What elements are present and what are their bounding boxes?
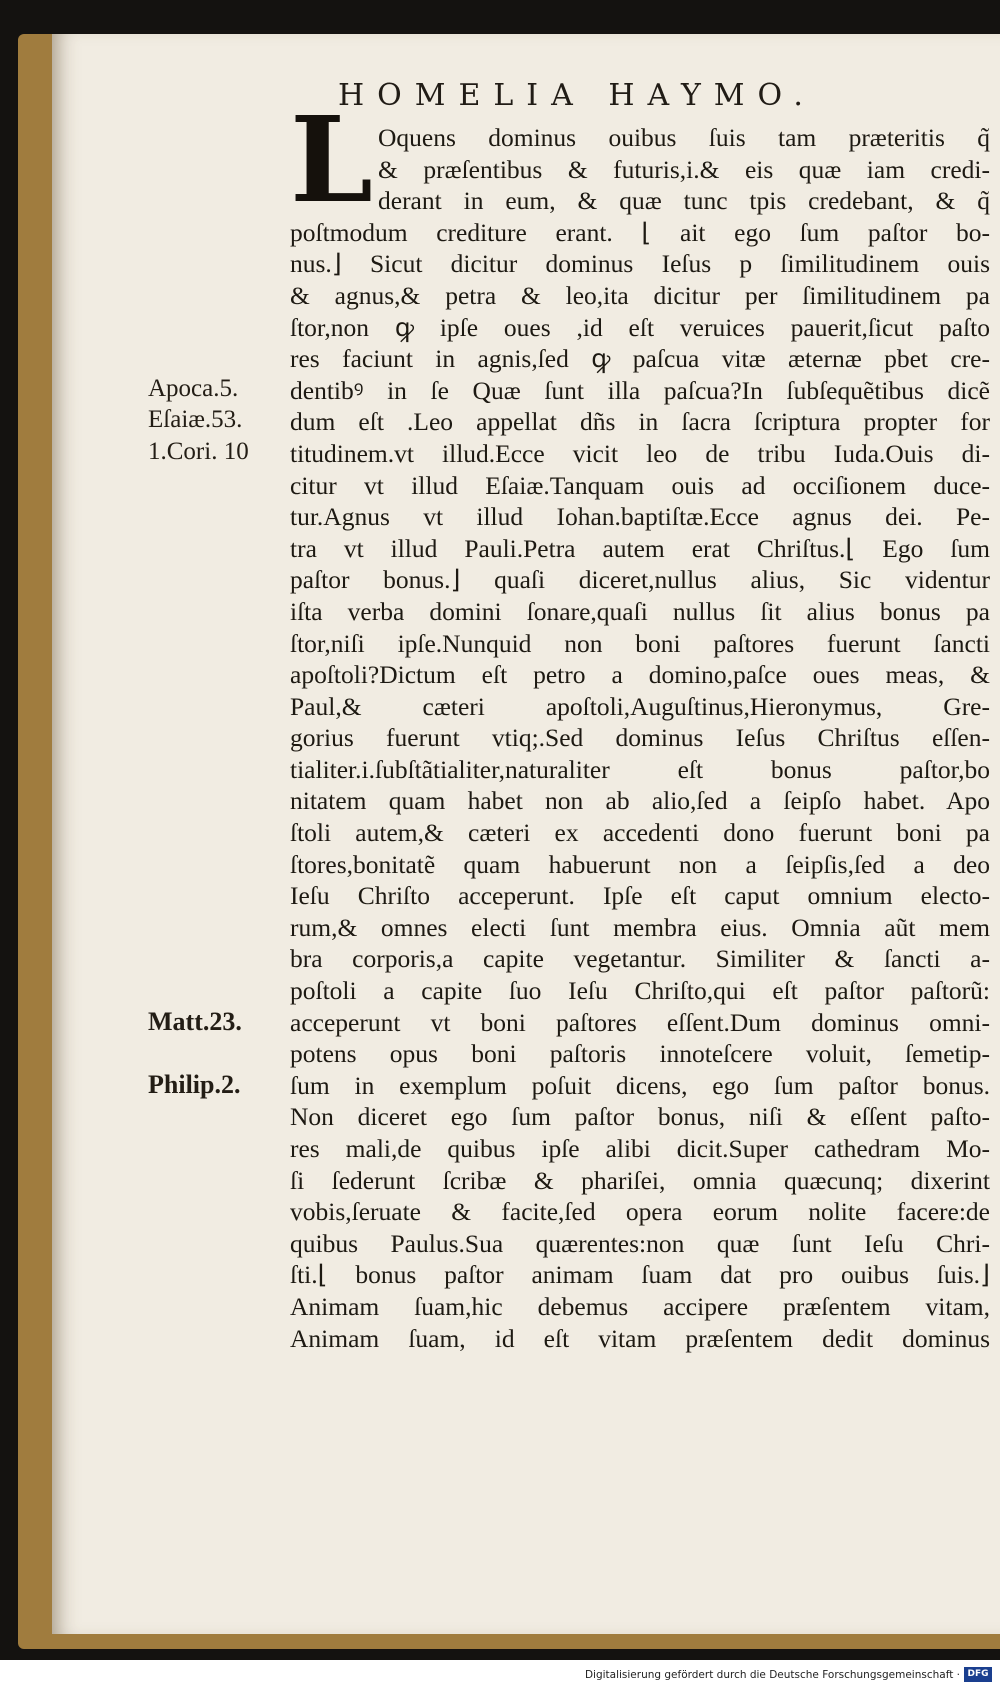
text-line: poſtoli a capite ſuo Ieſu Chriſto,qui eſt paſtor paſtorũ: (290, 976, 990, 1006)
text-line: potens opus boni paſtoris innoteſcere voluit, ſemetip- (290, 1039, 990, 1069)
text-line: tur.Agnus vt illud Iohan.baptiſtæ.Ecce agnus dei. Pe- (290, 502, 990, 532)
text-line: quibus Paulus.Sua quærentes:non quæ ſunt Ieſu Chri- (290, 1228, 990, 1258)
text-line: derant in eum, & quæ tunc tpis credebant, & q̃ (378, 186, 990, 216)
body-text (290, 122, 990, 1354)
text-line: citur vt illud Eſaiæ.Tanquam ouis ad occiſionem duce- (290, 470, 990, 500)
text-line: ſtores,bonitatẽ quam habuerunt non a ſeipſis,ſed a deo (290, 849, 990, 879)
text-line: vobis,ſeruate & facite,ſed opera eorum nolite facere:de (290, 1197, 990, 1227)
text-line: bra corporis,a capite vegetantur. Similiter & ſancti a- (290, 944, 990, 974)
text-line: ſtor,niſi ipſe.Nunquid non boni paſtores fuerunt ſancti (290, 628, 990, 658)
text-line: ſti.⌊ bonus paſtor animam ſuam dat pro ouibus ſuis.⌋ (290, 1260, 990, 1290)
text-line: Paul,& cæteri apoſtoli,Auguſtinus,Hieronymus, Gre- (290, 691, 990, 721)
text-line: res mali,de quibus ipſe alibi dicit.Super cathedram Mo- (290, 1134, 990, 1163)
decorated-initial: L (290, 90, 373, 229)
text-line: acceperunt vt boni paſtores eſſent.Dum dominus omni- (290, 1007, 990, 1037)
text-line: res faciunt in agnis,ſed ꝙ paſcua vitæ æternæ pbet cre- (290, 344, 990, 374)
text-line: ſi ſederunt ſcribæ & phariſei, omnia quæcunq; dixerint (290, 1165, 990, 1195)
text-line: dentibꝰ in ſe Quæ ſunt illa paſcua?In ſubſequẽtibus dicẽ (290, 375, 990, 405)
dfg-logo-icon: DFG (964, 1667, 992, 1682)
text-line: nus.⌋ Sicut dicitur dominus Ieſus p ſimilitudinem ouis (290, 249, 990, 279)
margin-reference: Apoca.5. (148, 374, 239, 402)
running-head: HOMELIA HAYMO. (338, 78, 816, 113)
text-line: Animam ſuam,hic debemus accipere præſentem vitam, (290, 1291, 990, 1321)
margin-reference: Philip.2. (148, 1070, 241, 1099)
margin-reference: Matt.23. (148, 1006, 242, 1036)
text-line: & agnus,& petra & leo,ita dicitur per ſimilitudinem pa (290, 280, 990, 310)
text-line: ſtoli autem,& cæteri ex accedenti dono fuerunt boni pa (290, 818, 990, 848)
text-line: Animam ſuam, id eſt vitam præſentem dedit dominus (290, 1323, 990, 1353)
margin-reference: 1.Cori. 10 (148, 438, 249, 465)
text-line: Non diceret ego ſum paſtor bonus, niſi & eſſent paſto- (290, 1102, 990, 1132)
text-line: gorius fuerunt vtiq;.Sed dominus Ieſus Chriſtus eſſen- (290, 723, 990, 753)
funding-credit: Digitalisierung gefördert durch die Deutsche Forschungsgemeinschaft · (584, 1669, 960, 1681)
text-line: & præſentibus & futuris,i.& eis quæ iam credi- (378, 154, 990, 184)
text-line: apoſtoli?Dictum eſt petro a domino,paſce oues meas, & (290, 660, 990, 690)
text-line: Oquens dominus ouibus ſuis tam præteritis q̃ (378, 123, 990, 152)
text-line: rum,& omnes electi ſunt membra eius. Omnia aũt mem (290, 912, 990, 942)
text-line: paſtor bonus.⌋ quaſi diceret,nullus alius, Sic videntur (290, 565, 990, 595)
text-line: tialiter.i.ſubſtãtialiter,naturaliter eſt bonus paſtor,bo (290, 754, 990, 784)
text-line: tra vt illud Pauli.Petra autem erat Chriſtus.⌊ Ego ſum (290, 533, 990, 563)
text-line: iſta verba domini ſonare,quaſi nullus ſit alius bonus pa (290, 596, 990, 626)
text-line: dum eſt .Leo appellat dñs in ſacra ſcriptura propter for (290, 407, 990, 437)
text-line: Ieſu Chriſto acceperunt. Ipſe eſt caput omnium electo- (290, 881, 990, 911)
text-line: titudinem.vt illud.Ecce vicit leo de tribu Iuda.Ouis di- (290, 438, 990, 468)
margin-reference: Eſaiæ.53. (148, 406, 243, 434)
text-line: ſum in exemplum poſuit dicens, ego ſum paſtor bonus. (290, 1070, 990, 1100)
text-line: poſtmodum crediture erant. ⌊ ait ego ſum paſtor bo- (290, 217, 990, 247)
text-line: ſtor,non ꝙ ipſe oues ,id eſt veruices pauerit,ſicut paſto (290, 312, 990, 342)
text-line: nitatem quam habet non ab alio,ſed a ſeipſo habet. Apo (290, 786, 990, 816)
footer-bar (0, 1660, 1000, 1693)
